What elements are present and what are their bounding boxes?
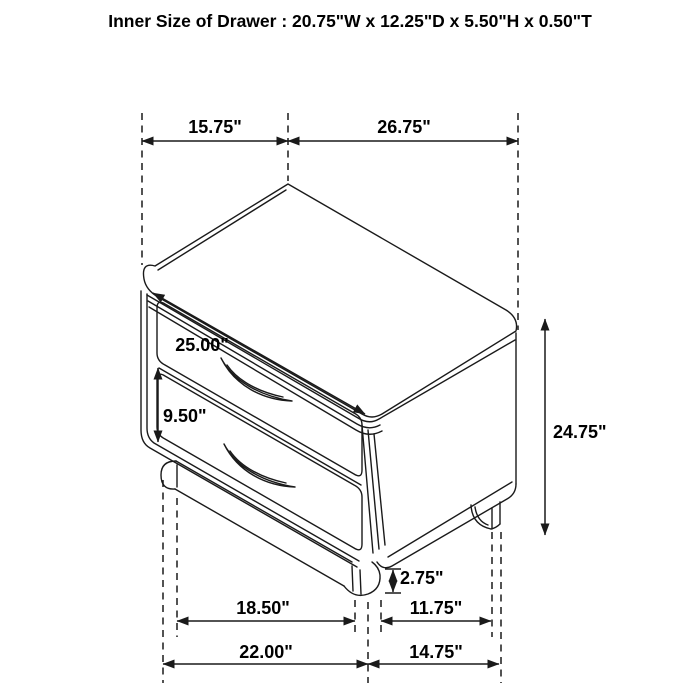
- top-surface: [143, 184, 516, 417]
- page-title: Inner Size of Drawer : 20.75"W x 12.25"D x 5.50"H x 0.50"T: [108, 11, 592, 31]
- side-panel-bottom-outer: [377, 484, 516, 568]
- dim-label-bottom-front-outer: 22.00": [239, 642, 293, 662]
- dim-label-drawer-width: 25.00": [175, 335, 229, 355]
- nightstand-drawing: [141, 184, 517, 595]
- dim-label-base-height: 2.75": [400, 568, 444, 588]
- side-panel-bottom-inner: [388, 482, 512, 557]
- drawer-gap-line: [159, 368, 361, 485]
- front-foot-line-2: [360, 570, 361, 594]
- corner-edge-line-2: [368, 430, 379, 549]
- dim-label-overall-height: 24.75": [553, 422, 607, 442]
- corner-edge-line-1: [362, 425, 373, 553]
- top-molding-line-1: [147, 295, 515, 422]
- dim-label-top-right: 26.75": [377, 117, 431, 137]
- dim-label-bottom-front-inner: 18.50": [236, 598, 290, 618]
- drawer-bottom-handle: [224, 444, 295, 487]
- dim-label-drawer-height: 9.50": [163, 406, 207, 426]
- front-foot-line-1: [352, 566, 353, 591]
- dim-label-bottom-side-inner: 11.75": [409, 598, 463, 618]
- front-left-edge-outer: [141, 291, 357, 567]
- dimension-labels: [163, 117, 607, 662]
- dim-label-top-left: 15.75": [188, 117, 242, 137]
- top-back-edge-line: [158, 190, 286, 270]
- corner-edge-line-3: [374, 434, 385, 545]
- dim-label-bottom-side-outer: 14.75": [409, 642, 463, 662]
- front-corner-foot: [344, 562, 380, 595]
